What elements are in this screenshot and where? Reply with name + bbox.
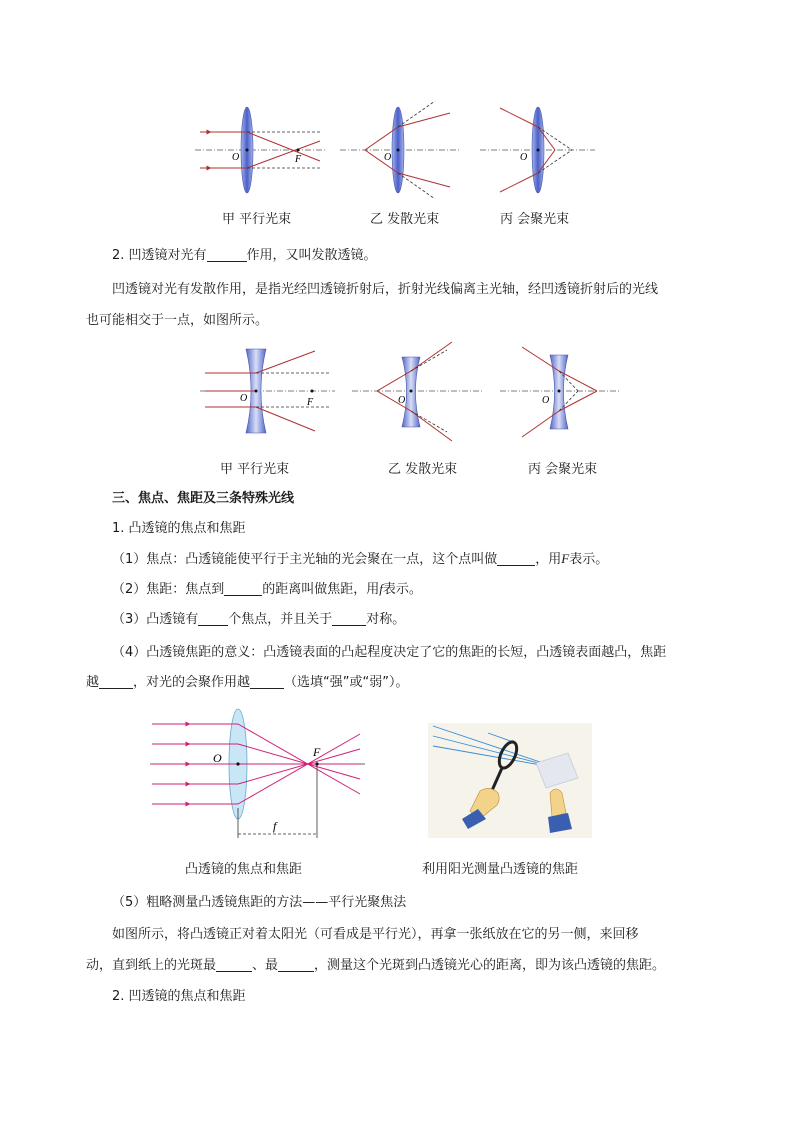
concave-convergent-figure (500, 345, 620, 445)
item-focus: （1）焦点：凸透镜能使平行于主光轴的光会聚在一点，这个点叫做 ，用F表示。 (112, 551, 609, 567)
caption-sunlight: 利用阳光测量凸透镜的焦距 (422, 862, 579, 877)
answer-blank[interactable] (332, 611, 366, 626)
method-para-2: 动，直到纸上的光斑最 、最 ，测量这个光斑到凸透镜光心的距离，即为该凸透镜的焦距。 (86, 958, 666, 973)
answer-blank[interactable] (224, 581, 262, 596)
section-heading: 三、焦点、焦距及三条特殊光线 (112, 491, 295, 506)
caption-convergent: 丙 会聚光束 (500, 212, 570, 227)
convex-parallel-figure (195, 105, 325, 200)
subheading-convex: 1. 凸透镜的焦点和焦距 (112, 521, 246, 536)
answer-blank[interactable] (99, 674, 133, 689)
label-o: O (213, 751, 222, 765)
caption-parallel: 甲 平行光束 (222, 212, 292, 227)
convex-focal-diagram (150, 708, 365, 848)
label-o: O (398, 395, 406, 406)
answer-blank[interactable] (198, 611, 228, 626)
convex-convergent-figure (480, 105, 595, 200)
answer-blank[interactable] (207, 247, 247, 262)
concave-parallel-figure (200, 345, 335, 445)
label-o: O (240, 393, 248, 404)
concave-item: 2. 凹透镜对光有 作用，又叫发散透镜。 (112, 248, 377, 263)
item-focal-length: （2）焦距：焦点到 的距离叫做焦距，用f表示。 (112, 581, 422, 597)
label-o: O (384, 152, 392, 163)
subheading-concave: 2. 凹透镜的焦点和焦距 (112, 989, 246, 1004)
answer-blank[interactable] (250, 674, 284, 689)
concave-divergent-figure (352, 345, 482, 445)
answer-blank[interactable] (278, 957, 314, 972)
caption-convergent: 丙 会聚光束 (528, 462, 598, 477)
label-o: O (520, 152, 528, 163)
concave-para-1: 凹透镜对光有发散作用，是指光经凹透镜折射后，折射光线偏离主光轴，经凹透镜折射后的光线 (112, 282, 659, 297)
label-f: F (313, 745, 321, 759)
sunlight-measure-illustration (428, 723, 592, 838)
caption-divergent: 乙 发散光束 (370, 212, 440, 227)
item-meaning-2: 越 ，对光的会聚作用越 （选填“强”或“弱”）。 (86, 675, 409, 690)
label-focal-length: f (273, 819, 277, 833)
caption-parallel: 甲 平行光束 (220, 462, 290, 477)
caption-convex-focus: 凸透镜的焦点和焦距 (185, 862, 303, 877)
concave-para-2: 也可能相交于一点，如图所示。 (86, 313, 269, 328)
label-o: O (542, 395, 550, 406)
answer-blank[interactable] (216, 957, 252, 972)
caption-divergent: 乙 发散光束 (388, 462, 458, 477)
item-focus-count: （3）凸透镜有 个焦点，并且关于 对称。 (112, 612, 406, 627)
method-para-1: 如图所示，将凸透镜正对着太阳光（可看成是平行光），再拿一张纸放在它的另一侧，来回移 (112, 927, 639, 942)
label-f: F (295, 154, 302, 165)
item-meaning-1: （4）凸透镜焦距的意义：凸透镜表面的凸起程度决定了它的焦距的长短，凸透镜表面越凸，焦距 (112, 645, 667, 660)
convex-divergent-figure (340, 105, 460, 200)
answer-blank[interactable] (497, 551, 535, 566)
label-f: F (307, 397, 314, 408)
label-o: O (232, 152, 240, 163)
item-method: （5）粗略测量凸透镜焦距的方法——平行光聚焦法 (112, 895, 407, 910)
